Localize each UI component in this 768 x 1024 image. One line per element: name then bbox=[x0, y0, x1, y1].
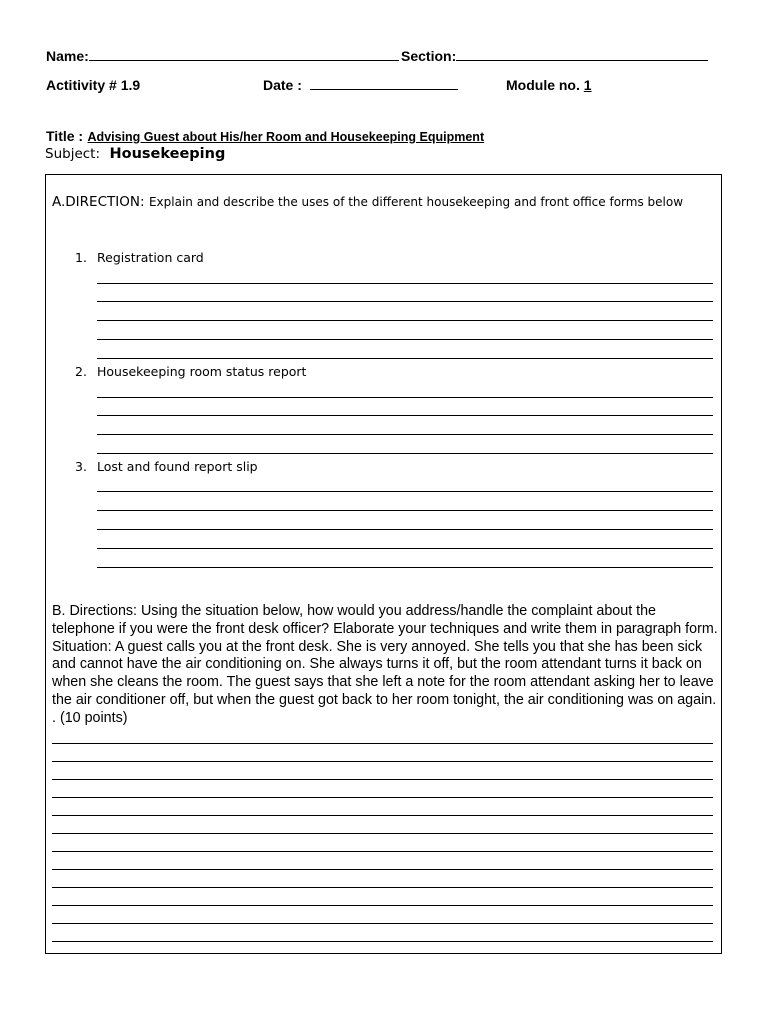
answer-line[interactable] bbox=[97, 529, 713, 530]
answer-line[interactable] bbox=[52, 797, 713, 798]
date-label: Date : bbox=[263, 77, 302, 93]
activity-box bbox=[45, 174, 722, 954]
direction-a-text: Explain and describe the uses of the different housekeeping and front office forms below bbox=[148, 195, 684, 209]
activity-label: Actitivity # 1.9 bbox=[46, 77, 141, 93]
answer-line[interactable] bbox=[52, 743, 632, 744]
date-field[interactable] bbox=[263, 77, 458, 93]
title-text: Advising Guest about His/her Room and Housekeeping Equipment bbox=[87, 130, 485, 144]
direction-b-text: B. Directions: Using the situation below, how would you address/handle the complaint about the telephone if you were the front desk officer? Elaborate your techniques and write them in paragraph form. Situation: A guest calls you at the front desk. She is very annoyed. She tells you that she has been sick and cannot have the air conditioning on. She always turns it off, but the room attendant turns it back on when she cleans the room. The guest says that she left a note for the room attendant asking her to leave the air conditioner off, but when the guest got back to her room tonight, the air conditioning was on again. . (10 points) bbox=[52, 603, 718, 726]
section-label: Section: bbox=[401, 48, 457, 64]
subject-label: Subject: bbox=[45, 146, 101, 162]
title-label: Title : bbox=[46, 128, 84, 144]
item-2 bbox=[75, 364, 307, 379]
answer-line[interactable] bbox=[97, 283, 713, 284]
answer-line[interactable] bbox=[52, 887, 713, 888]
subject-row bbox=[45, 145, 225, 163]
name-label: Name: bbox=[46, 48, 89, 64]
answer-line[interactable] bbox=[52, 941, 713, 942]
module-field bbox=[506, 77, 598, 93]
answer-line[interactable] bbox=[97, 548, 713, 549]
answer-line[interactable] bbox=[52, 905, 713, 906]
answer-line[interactable] bbox=[97, 491, 713, 492]
item-1-label: Registration card bbox=[97, 250, 204, 265]
answer-line[interactable] bbox=[97, 397, 713, 398]
answer-line[interactable] bbox=[52, 923, 713, 924]
title-row bbox=[46, 128, 484, 146]
module-label: Module no. bbox=[506, 77, 580, 93]
answer-line[interactable] bbox=[52, 869, 713, 870]
answer-line[interactable] bbox=[97, 567, 713, 568]
answer-line[interactable] bbox=[52, 851, 713, 852]
item-1-number: 1. bbox=[75, 250, 87, 265]
answer-line[interactable] bbox=[52, 761, 713, 762]
answer-line[interactable] bbox=[52, 779, 713, 780]
item-3-label: Lost and found report slip bbox=[97, 459, 258, 474]
module-value: 1 bbox=[583, 77, 592, 93]
answer-line[interactable] bbox=[97, 339, 713, 340]
section-field[interactable] bbox=[401, 48, 708, 64]
answer-line[interactable] bbox=[632, 743, 713, 744]
date-blank[interactable] bbox=[310, 77, 458, 90]
answer-line[interactable] bbox=[97, 434, 713, 435]
answer-line[interactable] bbox=[97, 453, 713, 454]
item-2-label: Housekeeping room status report bbox=[97, 364, 307, 379]
answer-line[interactable] bbox=[97, 320, 713, 321]
name-field[interactable] bbox=[46, 48, 399, 64]
answer-line[interactable] bbox=[97, 301, 713, 302]
item-1 bbox=[75, 250, 204, 265]
name-blank[interactable] bbox=[89, 48, 399, 61]
answer-line[interactable] bbox=[97, 358, 713, 359]
answer-line[interactable] bbox=[97, 510, 713, 511]
item-2-number: 2. bbox=[75, 364, 87, 379]
answer-line[interactable] bbox=[52, 815, 713, 816]
answer-line[interactable] bbox=[97, 415, 713, 416]
section-blank[interactable] bbox=[456, 48, 708, 61]
item-3-number: 3. bbox=[75, 459, 87, 474]
direction-a bbox=[52, 193, 683, 211]
direction-a-label: A.DIRECTION: bbox=[52, 194, 145, 210]
item-3 bbox=[75, 459, 258, 474]
subject-value: Housekeeping bbox=[109, 146, 226, 162]
answer-line[interactable] bbox=[52, 833, 713, 834]
